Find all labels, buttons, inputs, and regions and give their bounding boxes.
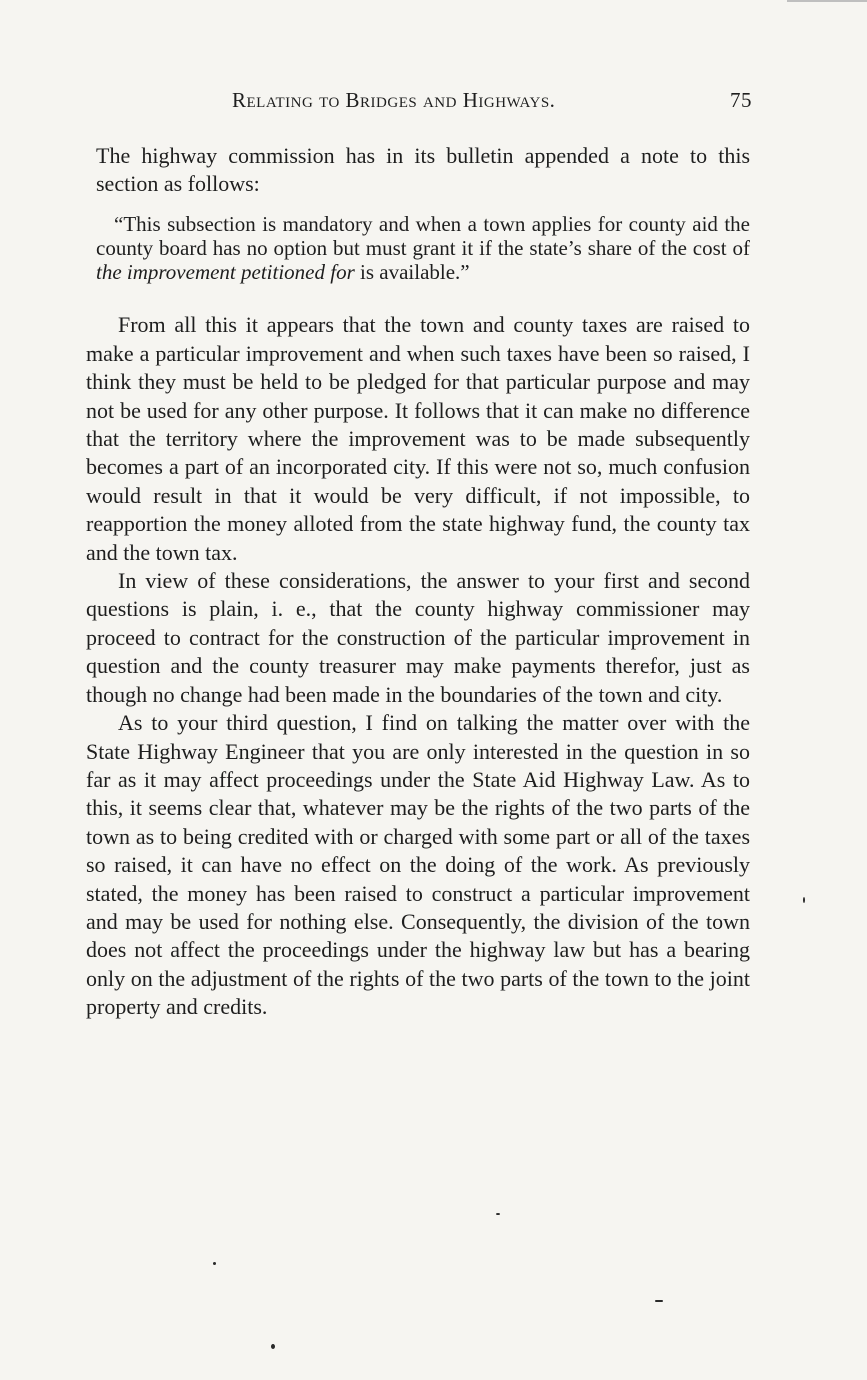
scan-speck <box>803 897 805 903</box>
scan-edge-line <box>787 0 867 2</box>
scan-speck <box>655 1300 663 1302</box>
quote-text-end: is available.” <box>354 260 470 285</box>
body-paragraph-2: In view of these considerations, the answer to your first and second questions is plain, i. e., that the county highway commissioner may proceed to contract for the construction of the particular improvement in question and the county treasurer may make payments therefor, just as though no change had been made in the boundaries of the town and city. <box>86 568 750 707</box>
page-number: 75 <box>730 88 752 112</box>
scan-speck <box>271 1344 275 1349</box>
quote-text-start: “This subsection is mandatory and when a town applies for county aid the county board has no option but must grant it if the state’s share of the cost of <box>96 211 750 261</box>
quote-italic-text: the improvement petitioned for <box>96 260 355 285</box>
page-body <box>86 142 750 1022</box>
block-quote <box>86 212 750 285</box>
body-paragraph-1: From all this it appears that the town and county taxes are raised to make a particular improvement and when such taxes have been so raised, I think they must be held to be pledged for that particular purpose and may not be used for any other purpose. It follows that it can make no difference that the territory where the improvement was to be made subsequently becomes a part of an incorporated city. If this were not so, much confusion would result in that it would be very difficult, if not impossible, to reapportion the money alloted from the state highway fund, the county tax and the town tax. <box>86 312 750 565</box>
scan-speck <box>213 1262 216 1265</box>
running-title: Relating to Bridges and Highways. <box>232 88 556 112</box>
scan-speck <box>496 1213 500 1215</box>
intro-paragraph: The highway commission has in its bulletin appended a note to this section as follows: <box>96 143 750 197</box>
body-paragraph-3: As to your third question, I find on talking the matter over with the State Highway Engineer that you are only interested in the question in so far as it may affect proceedings under the State Aid Highway Law. As to this, it seems clear that, whatever may be the rights of the two parts of the town as to being credited with or charged with some part or all of the taxes so raised, it can have no effect on the doing of the work. As previously stated, the money has been raised to construct a particular improvement and may be used for nothing else. Consequently, the division of the town does not affect the proceedings under the highway law but has a bearing only on the adjustment of the rights of the two parts of the town to the joint property and credits. <box>86 710 750 1020</box>
running-header <box>232 88 752 113</box>
